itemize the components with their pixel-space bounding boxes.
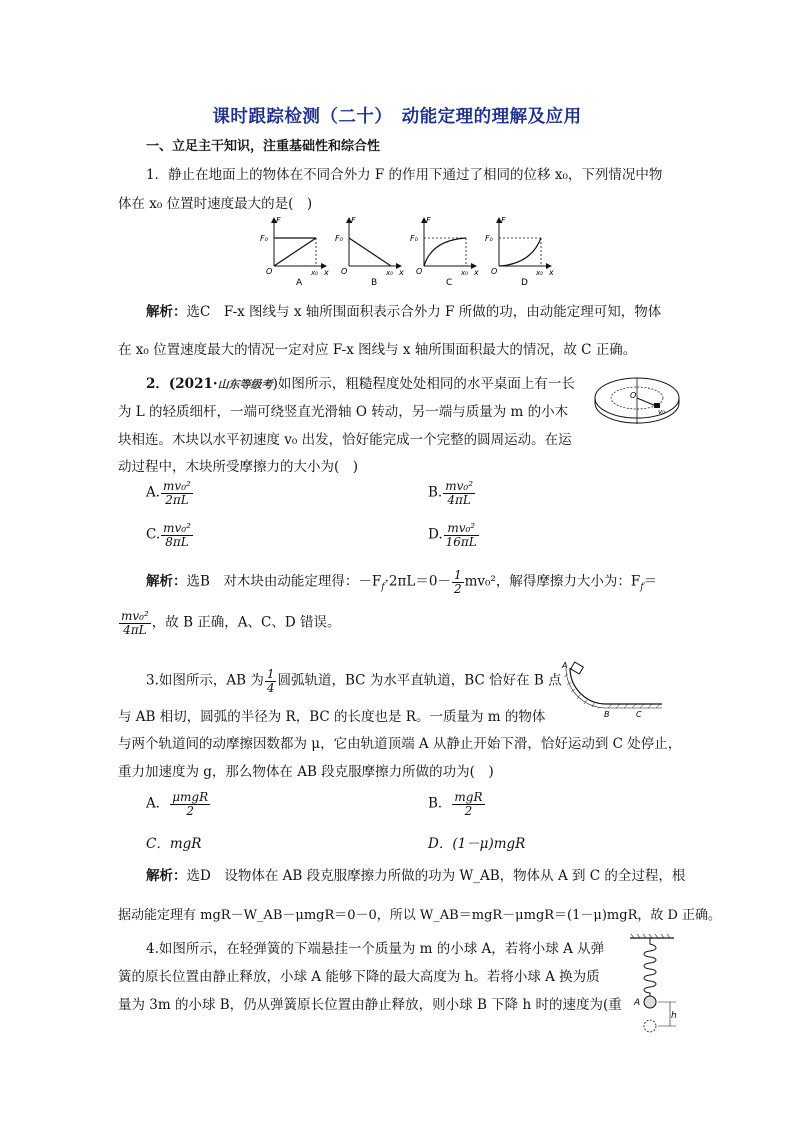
q2-option-d[interactable] — [428, 522, 480, 548]
page-title: 课时跟踪检测（二十） 动能定理的理解及应用 — [212, 107, 582, 127]
q2-line-3: 块相连。木块以水平初速度 v₀ 出发，恰好能完成一个完整的圆周运动。在运 — [118, 432, 572, 448]
q4-line-3: 量为 3m 的小球 B，仍从弹簧原长位置由静止释放，则小球 B 下降 h 时的速度为(重 — [118, 997, 622, 1013]
graph-a — [260, 216, 329, 288]
q3-option-a[interactable] — [146, 791, 211, 817]
axis-f0-label: F₀ — [260, 234, 268, 243]
q3-line-4: 重力加速度为 g，那么物体在 AB 段克服摩擦力所做的功为( ) — [118, 764, 494, 780]
q3-line-1 — [146, 668, 562, 694]
axis-x-label: x — [474, 268, 479, 277]
q3-option-d[interactable]: D．(1－μ)mgR — [428, 836, 526, 852]
velocity-label: v₀ — [658, 408, 665, 416]
axis-f-label: F — [426, 216, 431, 225]
point-a-label: A — [562, 661, 568, 670]
axis-x0-label: x₀ — [536, 269, 543, 277]
origin-label: O — [416, 267, 423, 276]
option-label: C. — [146, 526, 161, 543]
q2-option-c[interactable] — [146, 522, 194, 548]
option-fraction: $\frac{\text{mgR}}{2}$ — [454, 790, 483, 818]
graph-d-label: D — [521, 278, 528, 288]
point-b-label: B — [604, 710, 610, 718]
axis-f-label: F — [276, 216, 281, 225]
origin-label: O — [491, 267, 498, 276]
q4-line-2: 簧的原长位置由静止释放，小球 A 能够下降的最大高度为 h。若将小球 A 换为质 — [118, 969, 600, 985]
solution-text: 选D 设物体在 AB 段克服摩擦力所做的功为 W_AB，物体从 A 到 C 的全过程，根 — [186, 868, 686, 884]
option-label: D. — [428, 526, 443, 543]
half-fraction: $\frac{1}{2}$ — [453, 568, 462, 596]
q2-number: 2．(2021· — [146, 376, 218, 392]
solution-label: 解析： — [146, 868, 187, 884]
option-fraction: $\frac{\text{mv₀²}}{2\pi L}$ — [163, 479, 191, 507]
graph-d — [485, 216, 554, 288]
origin-label: O — [266, 267, 273, 276]
solution-text: ，故 B 正确，A、C、D 错误。 — [151, 614, 341, 631]
quarter-fraction: $\frac{1}{4}$ — [266, 667, 275, 695]
q2-line-4: 动过程中，木块所受摩擦力的大小为( ) — [118, 459, 359, 475]
axis-x-label: x — [324, 268, 329, 277]
graph-c — [410, 216, 479, 288]
q2-solution-line-1 — [146, 569, 657, 595]
answer-fraction: $\frac{\text{mv₀²}}{4\pi L}$ — [121, 609, 149, 637]
axis-x0-label: x₀ — [386, 269, 393, 277]
q1-solution-text: 选C F-x 图线与 x 轴所围面积表示合外力 F 所做的功，由动能定理可知，物体 — [186, 304, 662, 320]
subscript: f — [381, 582, 385, 593]
q2-line-1-text: )如图所示，粗糙程度处处相同的水平桌面上有一长 — [272, 376, 575, 392]
q3-track-figure — [558, 660, 678, 718]
axis-f0-label: F₀ — [335, 234, 343, 243]
section-heading: 一、立足主干知识，注重基础性和综合性 — [146, 139, 381, 154]
graph-c-label: C — [446, 278, 453, 288]
graph-b-label: B — [371, 278, 378, 288]
q1-line-1: 1．静止在地面上的物体在不同合外力 F 的作用下通过了相同的位移 x₀，下列情况中物 — [146, 167, 663, 183]
q2-source: 山东等级考 — [217, 378, 273, 391]
q3-line-3: 与两个轨道间的动摩擦因数都为 μ，它由轨道顶端 A 从静止开始下滑，恰好运动到 C 处停止， — [118, 736, 682, 752]
graph-b — [335, 216, 404, 288]
option-fraction: $\frac{\text{mv₀²}}{8\pi L}$ — [163, 521, 191, 549]
solution-text: ＝ — [643, 573, 658, 590]
q2-table-disk-figure — [592, 368, 682, 428]
q2-line-2: 为 L 的轻质细杆，一端可绕竖直光滑轴 O 转动，另一端与质量为 m 的小木 — [118, 404, 569, 420]
solution-label: 解析： — [146, 573, 187, 590]
q4-line-1: 4.如图所示，在轻弹簧的下端悬挂一个质量为 m 的小球 A，若将小球 A 从弹 — [146, 941, 605, 957]
graph-a-label: A — [296, 278, 303, 288]
q2-line-1 — [146, 372, 575, 392]
q1-line-2: 体在 x₀ 位置时速度最大的是( ) — [118, 196, 313, 212]
q3-line-2: 与 AB 相切，圆弧的半径为 R，BC 的长度也是 R。一质量为 m 的物体 — [118, 709, 546, 725]
q2-option-b[interactable] — [428, 480, 476, 506]
q3-solution-line-2: 据动能定理有 mgR－W_AB－μmgR＝0－0，所以 W_AB＝mgR－μmgR＝(1－μ)mgR，故 D 正确。 — [118, 908, 722, 923]
q3-line-1-text: 圆弧轨道，BC 为水平直轨道，BC 恰好在 B 点 — [277, 672, 562, 689]
solution-label: 解析： — [146, 304, 187, 320]
solution-text: ·2πL＝0－ — [384, 573, 451, 590]
axis-o-label: O — [630, 391, 637, 400]
axis-f-label: F — [501, 216, 506, 225]
option-fraction: $\frac{\text{μmgR}}{2}$ — [172, 790, 209, 818]
q1-graphs-figure — [258, 214, 558, 288]
q1-solution-line-2: 在 x₀ 位置速度最大的情况一定对应 F-x 图线与 x 轴所围面积最大的情况，故 C 正确。 — [118, 342, 637, 358]
height-h-label: h — [671, 1011, 677, 1021]
q3-option-b[interactable] — [428, 791, 486, 817]
q3-number: 3.如图所示，AB 为 — [146, 672, 264, 689]
q3-option-c[interactable]: C．mgR — [146, 836, 202, 852]
axis-f0-label: F₀ — [485, 234, 493, 243]
ball-a-label: A — [634, 998, 641, 1008]
option-label: B. — [428, 484, 443, 501]
axis-x0-label: x₀ — [311, 269, 318, 277]
option-fraction: $\frac{\text{mv₀²}}{4\pi L}$ — [445, 479, 473, 507]
solution-text: 选B 对木块由动能定理得：－F — [186, 573, 382, 590]
q4-spring-figure — [624, 934, 680, 1034]
point-c-label: C — [636, 710, 642, 718]
option-label: A. — [146, 484, 161, 501]
option-fraction: $\frac{\text{mv₀²}}{16\pi L}$ — [445, 521, 477, 549]
solution-text: mv₀²，解得摩擦力大小为：F — [464, 573, 641, 590]
q3-solution-line-1 — [146, 864, 685, 884]
option-label: A． — [146, 795, 170, 812]
origin-label: O — [341, 267, 348, 276]
axis-f0-label: F₀ — [410, 234, 418, 243]
option-label: B． — [428, 795, 452, 812]
subscript: f — [640, 582, 644, 593]
axis-x-label: x — [399, 268, 404, 277]
q2-option-a[interactable] — [146, 480, 194, 506]
axis-x0-label: x₀ — [461, 269, 468, 277]
axis-x-label: x — [549, 268, 554, 277]
q1-solution-line-1 — [146, 300, 661, 320]
q2-solution-line-2 — [118, 610, 340, 636]
axis-f-label: F — [351, 216, 356, 225]
